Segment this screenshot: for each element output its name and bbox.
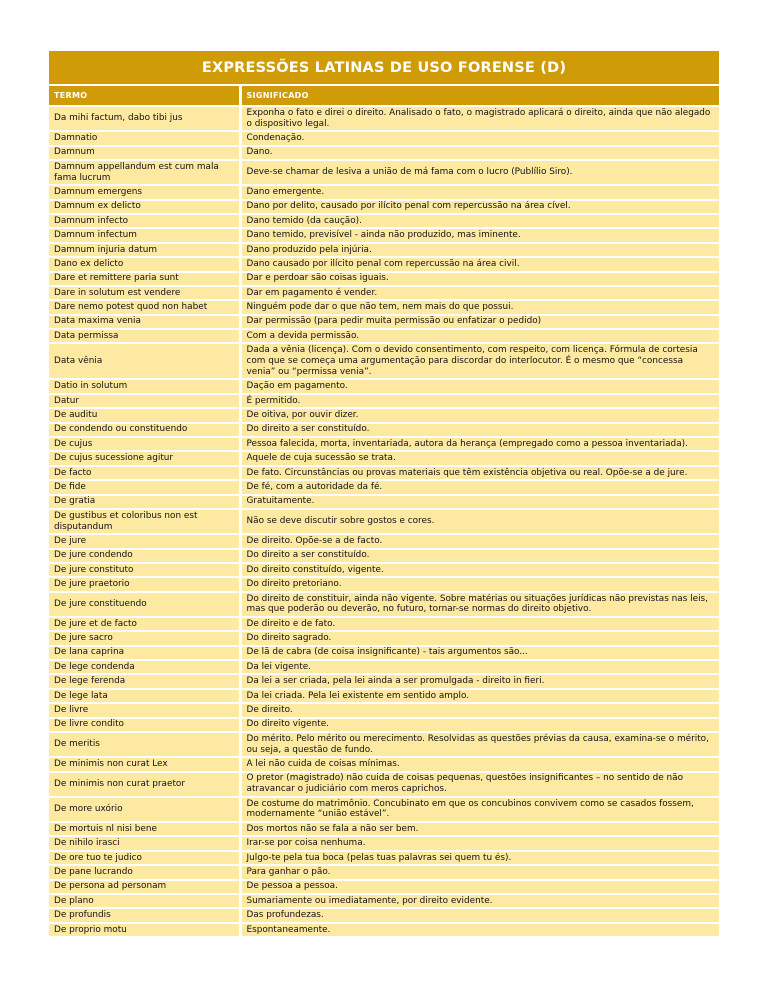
- table-row: [49, 836, 719, 850]
- term-cell: Data maxima venia: [49, 315, 240, 329]
- term-cell: De livre: [49, 703, 240, 717]
- table-row: [49, 228, 719, 242]
- meaning-cell: Julgo-te pela tua boca (pelas tuas palavras sei quem tu és).: [240, 851, 719, 865]
- term-cell: De gratia: [49, 495, 240, 509]
- table-row: [49, 466, 719, 480]
- meaning-cell: Dada a vênia (licença). Com o devido consentimento, com respeito, com licença. Fórmula de cortesia com que se começa uma argumentação para discordar do interlocutor. É o mesmo que “concessa venia” ou “permissa venia”.: [240, 343, 719, 379]
- meaning-cell: Dano causado por ilícito penal com repercussão na área civil.: [240, 257, 719, 271]
- meaning-cell: De costume do matrimônio. Concubinato em que os concubinos convivem como se casados fossem, modernamente “união estável”.: [240, 797, 719, 822]
- meaning-cell: Da lei vigente.: [240, 660, 719, 674]
- table-row: [49, 577, 719, 591]
- table-row: [49, 718, 719, 732]
- term-cell: De condendo ou constituendo: [49, 423, 240, 437]
- term-cell: De lege lata: [49, 689, 240, 703]
- term-cell: De jure sacro: [49, 631, 240, 645]
- meaning-cell: Do direito a ser constituído.: [240, 549, 719, 563]
- meaning-cell: Da lei criada. Pela lei existente em sentido amplo.: [240, 689, 719, 703]
- term-cell: De livre condito: [49, 718, 240, 732]
- term-cell: De cujus: [49, 437, 240, 451]
- table-row: [49, 300, 719, 314]
- meaning-cell: Dano.: [240, 146, 719, 160]
- table-row: [49, 772, 719, 797]
- meaning-cell: Dos mortos não se fala a não ser bem.: [240, 822, 719, 836]
- table-header-row: [49, 85, 719, 106]
- term-cell: Damnum infecto: [49, 214, 240, 228]
- table-row: [49, 257, 719, 271]
- term-cell: Da mihi factum, dabo tibi jus: [49, 106, 240, 131]
- term-cell: De pane lucrando: [49, 865, 240, 879]
- term-cell: Damnum ex delicto: [49, 200, 240, 214]
- term-cell: De jure constituendo: [49, 592, 240, 617]
- meaning-cell: Do direito sagrado.: [240, 631, 719, 645]
- meaning-cell: Do direito a ser constituído.: [240, 423, 719, 437]
- term-cell: Damnum emergens: [49, 185, 240, 199]
- meaning-cell: Dação em pagamento.: [240, 379, 719, 393]
- term-cell: De auditu: [49, 408, 240, 422]
- meaning-cell: Aquele de cuja sucessão se trata.: [240, 451, 719, 465]
- latin-expressions-table: [49, 51, 719, 938]
- term-cell: Data vênia: [49, 343, 240, 379]
- term-cell: De minimis non curat Lex: [49, 757, 240, 771]
- meaning-cell: Do direito constituído, vigente.: [240, 563, 719, 577]
- meaning-cell: De direito.: [240, 703, 719, 717]
- table-row: [49, 106, 719, 131]
- meaning-cell: De pessoa a pessoa.: [240, 880, 719, 894]
- term-cell: De lege condenda: [49, 660, 240, 674]
- meaning-cell: Pessoa falecida, morta, inventariada, autora da herança (empregado como a pessoa inventariada).: [240, 437, 719, 451]
- term-cell: De minimis non curat praetor: [49, 772, 240, 797]
- table-row: [49, 131, 719, 145]
- table-row: [49, 451, 719, 465]
- meaning-cell: Da lei a ser criada, pela lei ainda a ser promulgada - direito in fieri.: [240, 674, 719, 688]
- table-row: [49, 732, 719, 757]
- term-cell: De jure condendo: [49, 549, 240, 563]
- term-cell: De more uxório: [49, 797, 240, 822]
- table-row: [49, 185, 719, 199]
- meaning-cell: Do direito de constituir, ainda não vigente. Sobre matérias ou situações jurídicas não previstas nas leis, mas que poderão ou deverão, no futuro, tornar-se normas do direito objetivo.: [240, 592, 719, 617]
- meaning-cell: Ninguém pode dar o que não tem, nem mais do que possui.: [240, 300, 719, 314]
- term-cell: Data permissa: [49, 329, 240, 343]
- term-cell: Damnum injuria datum: [49, 243, 240, 257]
- meaning-cell: Irar-se por coisa nenhuma.: [240, 836, 719, 850]
- meaning-cell: Dano emergente.: [240, 185, 719, 199]
- term-cell: De lege ferenda: [49, 674, 240, 688]
- meaning-cell: Dar em pagamento é vender.: [240, 286, 719, 300]
- term-cell: De proprio motu: [49, 923, 240, 937]
- document-page: [49, 51, 719, 938]
- meaning-cell: De fé, com a autoridade da fé.: [240, 480, 719, 494]
- table-row: [49, 592, 719, 617]
- term-cell: De jure praetorio: [49, 577, 240, 591]
- term-cell: De meritis: [49, 732, 240, 757]
- term-cell: Damnum: [49, 146, 240, 160]
- table-row: [49, 646, 719, 660]
- table-row: [49, 509, 719, 534]
- meaning-cell: De direito e de fato.: [240, 617, 719, 631]
- meaning-cell: Gratuitamente.: [240, 495, 719, 509]
- table-row: [49, 757, 719, 771]
- term-cell: De lana caprina: [49, 646, 240, 660]
- term-cell: Dare et remittere paria sunt: [49, 272, 240, 286]
- meaning-cell: Dano temido, previsível - ainda não produzido, mas iminente.: [240, 228, 719, 242]
- meaning-cell: A lei não cuida de coisas mínimas.: [240, 757, 719, 771]
- term-cell: Dare nemo potest quod non habet: [49, 300, 240, 314]
- term-cell: Damnatio: [49, 131, 240, 145]
- meaning-cell: Com a devida permissão.: [240, 329, 719, 343]
- term-cell: De ore tuo te judico: [49, 851, 240, 865]
- meaning-cell: Para ganhar o pão.: [240, 865, 719, 879]
- table-row: [49, 160, 719, 185]
- term-cell: Dano ex delicto: [49, 257, 240, 271]
- column-header-term: TERMO: [49, 85, 240, 106]
- table-row: [49, 534, 719, 548]
- table-row: [49, 379, 719, 393]
- table-row: [49, 923, 719, 937]
- table-row: [49, 272, 719, 286]
- table-row: [49, 315, 719, 329]
- term-cell: De persona ad personam: [49, 880, 240, 894]
- table-row: [49, 563, 719, 577]
- meaning-cell: O pretor (magistrado) não cuida de coisas pequenas, questões insignificantes – no sentido de não atravancar o judiciário com meros caprichos.: [240, 772, 719, 797]
- table-row: [49, 703, 719, 717]
- meaning-cell: Deve-se chamar de lesiva a união de má fama com o lucro (Publílio Siro).: [240, 160, 719, 185]
- meaning-cell: De direito. Opõe-se a de facto.: [240, 534, 719, 548]
- table-row: [49, 865, 719, 879]
- term-cell: Dare in solutum est vendere: [49, 286, 240, 300]
- term-cell: Datio in solutum: [49, 379, 240, 393]
- column-header-meaning: SIGNIFICADO: [240, 85, 719, 106]
- term-cell: Damnum appellandum est cum mala fama lucrum: [49, 160, 240, 185]
- meaning-cell: Exponha o fato e direi o direito. Analisado o fato, o magistrado aplicará o direito, ainda que não alegado o dispositivo legal.: [240, 106, 719, 131]
- meaning-cell: De lã de cabra (de coisa insignificante) - tais argumentos são...: [240, 646, 719, 660]
- table-row: [49, 549, 719, 563]
- table-row: [49, 423, 719, 437]
- meaning-cell: Das profundezas.: [240, 908, 719, 922]
- term-cell: De nihilo irasci: [49, 836, 240, 850]
- meaning-cell: Dar e perdoar são coisas iguais.: [240, 272, 719, 286]
- table-row: [49, 631, 719, 645]
- term-cell: De fide: [49, 480, 240, 494]
- meaning-cell: Dar permissão (para pedir muita permissão ou enfatizar o pedido): [240, 315, 719, 329]
- term-cell: De plano: [49, 894, 240, 908]
- meaning-cell: Sumariamente ou imediatamente, por direito evidente.: [240, 894, 719, 908]
- table-row: [49, 495, 719, 509]
- table-row: [49, 822, 719, 836]
- table-title: EXPRESSÕES LATINAS DE USO FORENSE (D): [49, 51, 719, 85]
- meaning-cell: Dano temido (da caução).: [240, 214, 719, 228]
- term-cell: Datur: [49, 394, 240, 408]
- table-row: [49, 243, 719, 257]
- table-row: [49, 880, 719, 894]
- meaning-cell: Dano por delito, causado por ilícito penal com repercussão na área cível.: [240, 200, 719, 214]
- table-row: [49, 286, 719, 300]
- meaning-cell: De fato. Circunstâncias ou provas materiais que têm existência objetiva ou real. Opõe-se a de jure.: [240, 466, 719, 480]
- term-cell: De gustibus et coloribus non est disputandum: [49, 509, 240, 534]
- table-row: [49, 146, 719, 160]
- meaning-cell: É permitido.: [240, 394, 719, 408]
- table-row: [49, 329, 719, 343]
- term-cell: De facto: [49, 466, 240, 480]
- term-cell: De jure et de facto: [49, 617, 240, 631]
- table-row: [49, 660, 719, 674]
- table-body: [49, 106, 719, 937]
- meaning-cell: Do direito vigente.: [240, 718, 719, 732]
- meaning-cell: Condenação.: [240, 131, 719, 145]
- term-cell: De cujus sucessione agitur: [49, 451, 240, 465]
- term-cell: Damnum infectum: [49, 228, 240, 242]
- table-row: [49, 408, 719, 422]
- table-row: [49, 797, 719, 822]
- table-row: [49, 674, 719, 688]
- term-cell: De profundis: [49, 908, 240, 922]
- meaning-cell: Não se deve discutir sobre gostos e cores.: [240, 509, 719, 534]
- table-row: [49, 480, 719, 494]
- term-cell: De jure: [49, 534, 240, 548]
- table-row: [49, 617, 719, 631]
- meaning-cell: Do mérito. Pelo mérito ou merecimento. Resolvidas as questões prévias da causa, examina-se o mérito, ou seja, a questão de fundo.: [240, 732, 719, 757]
- meaning-cell: Espontaneamente.: [240, 923, 719, 937]
- table-row: [49, 894, 719, 908]
- meaning-cell: Do direito pretoriano.: [240, 577, 719, 591]
- table-row: [49, 689, 719, 703]
- meaning-cell: De oitiva, por ouvir dizer.: [240, 408, 719, 422]
- table-row: [49, 343, 719, 379]
- term-cell: De mortuis nl nisi bene: [49, 822, 240, 836]
- table-row: [49, 437, 719, 451]
- table-row: [49, 214, 719, 228]
- table-row: [49, 851, 719, 865]
- term-cell: De jure constituto: [49, 563, 240, 577]
- table-row: [49, 908, 719, 922]
- table-row: [49, 394, 719, 408]
- table-row: [49, 200, 719, 214]
- meaning-cell: Dano produzido pela injúria.: [240, 243, 719, 257]
